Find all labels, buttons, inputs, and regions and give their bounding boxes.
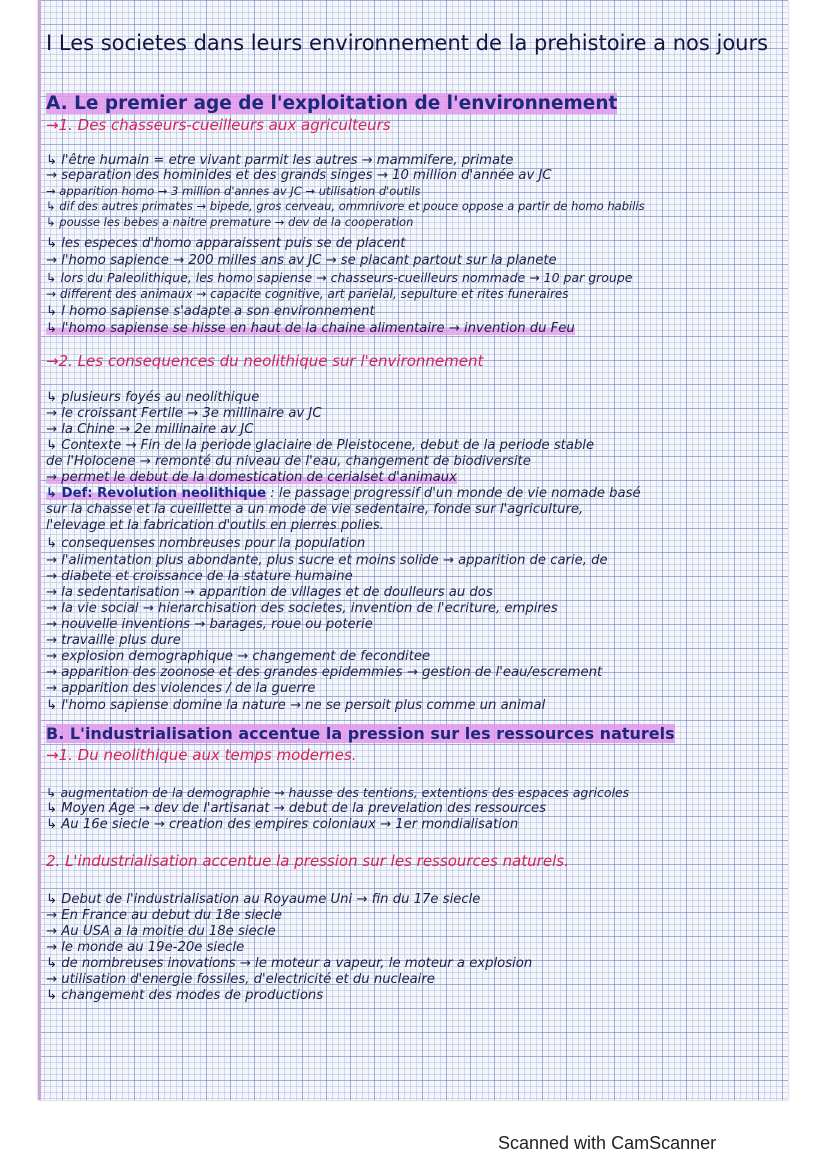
note-line: → Au USA a la moitie du 18e siecle bbox=[46, 924, 276, 939]
note-line: → l'alimentation plus abondante, plus sucre et moins solide → apparition de carie, de bbox=[46, 553, 608, 568]
camscanner-watermark: Scanned with CamScanner bbox=[498, 1133, 717, 1153]
note-line: ↳ consequenses nombreuses pour la population bbox=[46, 536, 366, 551]
note-line: l'elevage et la fabrication d'outils en pierres polies. bbox=[46, 518, 384, 533]
note-line: → la Chine → 2e millinaire av JC bbox=[46, 422, 254, 437]
definition-line bbox=[46, 486, 784, 501]
note-line: ↳ l'homo sapiense domine la nature → ne se persoit plus comme un animal bbox=[46, 698, 546, 713]
note-line: ↳ de nombreuses inovations → le moteur a vapeur, le moteur a explosion bbox=[46, 956, 533, 971]
note-line: ↳ plusieurs foyés au neolithique bbox=[46, 390, 260, 405]
notebook-page bbox=[38, 0, 788, 1100]
note-line: ↳ augmentation de la demographie → hausse des tentions, extentions des espaces agricoles bbox=[46, 785, 630, 800]
note-line: sur la chasse et la cueillette a un mode de vie sedentaire, fonde sur l'agriculture, bbox=[46, 502, 584, 517]
note-line: ↳ l'être humain = etre vivant parmit les autres → mammifere, primate bbox=[46, 153, 514, 168]
note-line: → utilisation d'energie fossiles, d'electricité et du nucleaire bbox=[46, 972, 435, 987]
note-line: → la sedentarisation → apparition de villages et de doulleurs au dos bbox=[46, 585, 493, 600]
note-line: → different des animaux → capacite cognitive, art parielal, sepulture et rites funeraires bbox=[46, 287, 569, 301]
note-line: → apparition des violences / de la guerre bbox=[46, 681, 316, 696]
note-line: ↳ pousse les bebes a naitre premature → dev de la cooperation bbox=[46, 215, 414, 229]
note-line: → nouvelle inventions → barages, roue ou poterie bbox=[46, 617, 373, 632]
section-a-sub1: →1. Des chasseurs-cueilleurs aux agriculteurs bbox=[46, 116, 391, 134]
section-b-sub2: 2. L'industrialisation accentue la pression sur les ressources naturels. bbox=[46, 852, 569, 870]
highlighted-text: ↳ l'homo sapiense se hisse en haut de la chaine alimentaire → invention du Feu bbox=[46, 321, 575, 336]
section-a-heading bbox=[46, 92, 784, 116]
definition-text: : le passage progressif d'un monde de vie nomade basé bbox=[266, 486, 641, 501]
section-a-sub2: →2. Les consequences du neolithique sur l'environnement bbox=[46, 352, 484, 370]
note-line: de l'Holocene → remonté du niveau de l'eau, changement de biodiversite bbox=[46, 454, 531, 469]
note-line bbox=[46, 321, 784, 336]
note-line: → apparition homo → 3 million d'annes av JC → utilisation d'outils bbox=[46, 184, 421, 198]
note-line: → le croissant Fertile → 3e millinaire av JC bbox=[46, 406, 322, 421]
note-line: ↳ Moyen Age → dev de l'artisanat → debut de la prevelation des ressources bbox=[46, 801, 546, 816]
note-line: → En France au debut du 18e siecle bbox=[46, 908, 283, 923]
note-line bbox=[46, 470, 784, 485]
note-line: ↳ Au 16e siecle → creation des empires coloniaux → 1er mondialisation bbox=[46, 817, 519, 832]
note-line: → diabete et croissance de la stature humaine bbox=[46, 569, 353, 584]
section-a-heading-text: A. Le premier age de l'exploitation de l'environnement bbox=[46, 93, 618, 114]
note-line: → la vie social → hierarchisation des societes, invention de l'ecriture, empires bbox=[46, 601, 558, 616]
note-line: → l'homo sapience → 200 milles ans av JC → se placant partout sur la planete bbox=[46, 253, 557, 268]
note-line: ↳ l homo sapiense s'adapte a son environnement bbox=[46, 304, 375, 319]
note-line: → separation des hominides et des grands singes → 10 million d'année av JC bbox=[46, 168, 552, 183]
note-line: ↳ changement des modes de productions bbox=[46, 988, 324, 1003]
note-line: → apparition des zoonose et des grandes epidemmies → gestion de l'eau/escrement bbox=[46, 665, 603, 680]
section-b-sub1: →1. Du neolithique aux temps modernes. bbox=[46, 746, 357, 764]
note-line: → travaille plus dure bbox=[46, 633, 181, 648]
note-line: ↳ dif des autres primates → bipede, gros cerveau, ommnivore et pouce oppose a partir de homo habilis bbox=[46, 199, 645, 213]
note-line: ↳ les especes d'homo apparaissent puis se de placent bbox=[46, 236, 406, 251]
definition-label: ↳ Def: Revolution neolithique bbox=[46, 486, 267, 501]
note-line: → explosion demographique → changement de feconditee bbox=[46, 649, 431, 664]
note-line: ↳ Debut de l'industrialisation au Royaume Uni → fin du 17e siecle bbox=[46, 892, 481, 907]
section-b-heading bbox=[46, 722, 784, 746]
page-title: I Les societes dans leurs environnement de la prehistoire a nos jours bbox=[46, 31, 769, 55]
section-b-heading-text: B. L'industrialisation accentue la pression sur les ressources naturels bbox=[46, 724, 675, 743]
note-line: → le monde au 19e-20e siecle bbox=[46, 940, 245, 955]
note-line: ↳ lors du Paleolithique, les homo sapiense → chasseurs-cueilleurs nommade → 10 par groupe bbox=[46, 270, 633, 285]
highlighted-text: → permet le debut de la domestication de cerialset d'animaux bbox=[46, 470, 457, 485]
note-line: ↳ Contexte → Fin de la periode glaciaire de Pleistocene, debut de la periode stable bbox=[46, 438, 595, 453]
